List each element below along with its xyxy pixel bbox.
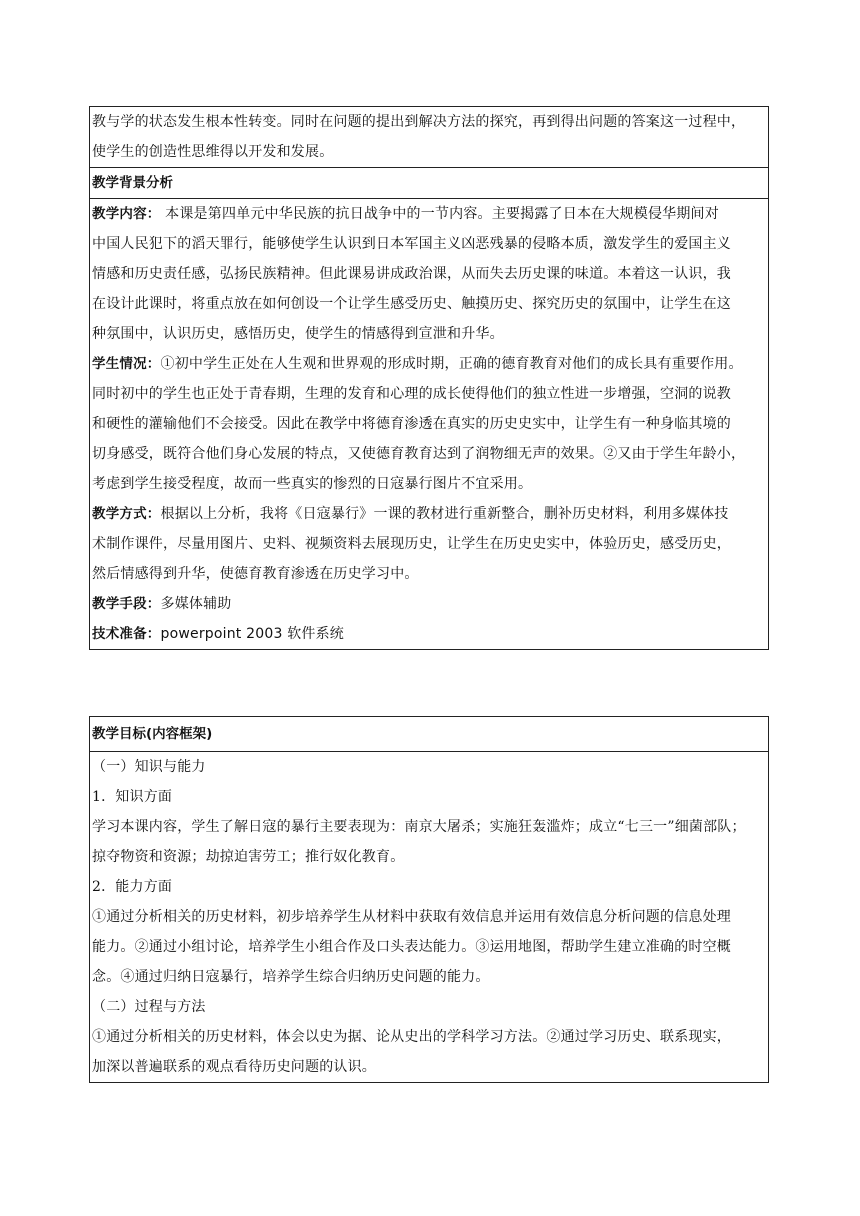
teaching-background-table	[89, 106, 769, 650]
means-label: 教学手段：	[92, 596, 161, 612]
students-line: 同时初中的学生也正处于青春期，生理的发育和心理的成长使得他们的独立性进一步增强，空洞的说教	[92, 386, 731, 402]
content-line: 种氛围中，认识历史，感悟历史，使学生的情感得到宣泄和升华。	[92, 326, 504, 342]
ability-line: 念。④通过归纳日寇暴行，培养学生综合归纳历史问题的能力。	[92, 969, 490, 985]
knowledge-title: 1．知识方面	[92, 789, 173, 805]
continuation-line: 教与学的状态发生根本性转变。同时在问题的提出到解决方法的探究，再到得出问题的答案这一过程中，	[92, 114, 746, 130]
content-paragraph	[92, 199, 766, 229]
content-line: 在设计此课时，将重点放在如何创设一个让学生感受历史、触摸历史、探究历史的氛围中，让学生在这	[92, 296, 731, 312]
knowledge-line: 学习本课内容，学生了解日寇的暴行主要表现为：南京大屠杀；实施狂轰滥炸；成立“七三一”细菌部队；	[92, 819, 746, 835]
background-heading: 教学背景分析	[92, 175, 173, 191]
background-heading-cell	[90, 168, 768, 199]
ability-title: 2．能力方面	[92, 879, 173, 895]
ability-line: 能力。②通过小组讨论，培养学生小组合作及口头表达能力。③运用地图，帮助学生建立准确的时空概	[92, 939, 731, 955]
students-paragraph	[92, 349, 766, 379]
method-label: 教学方式：	[92, 506, 161, 522]
method-paragraph	[92, 499, 766, 529]
content-line: 本课是第四单元中华民族的抗日战争中的一节内容。主要揭露了日本在大规模侵华期间对	[160, 206, 719, 222]
objectives-heading-cell	[90, 717, 768, 752]
teaching-objectives-table	[89, 716, 769, 1083]
students-line: 切身感受，既符合他们身心发展的特点，又使德育教育达到了润物细无声的效果。②又由于学生年龄小，	[92, 446, 746, 462]
continuation-cell	[90, 107, 768, 168]
means-paragraph	[92, 589, 766, 619]
students-line: 和硬性的灌输他们不会接受。因此在教学中将德育渗透在真实的历史史实中，让学生有一种身临其境的	[92, 416, 731, 432]
part2-title: （二）过程与方法	[92, 999, 206, 1015]
knowledge-line: 掠夺物资和资源；劫掠迫害劳工；推行奴化教育。	[92, 849, 405, 865]
process-line: ①通过分析相关的历史材料，体会以史为据、论从史出的学科学习方法。②通过学习历史、联系现实，	[92, 1029, 731, 1045]
tech-label: 技术准备：	[92, 626, 161, 642]
students-label: 学生情况：	[92, 356, 161, 372]
objectives-heading: 教学目标(内容框架)	[92, 726, 213, 742]
content-line: 中国人民犯下的滔天罪行，能够使学生认识到日本军国主义凶恶残暴的侵略本质，激发学生的爱国主义	[92, 236, 731, 252]
students-line: 考虑到学生接受程度，故而一些真实的惨烈的日寇暴行图片不宜采用。	[92, 476, 533, 492]
background-body-cell	[90, 199, 768, 649]
tech-paragraph	[92, 619, 766, 649]
method-line: 根据以上分析，我将《日寇暴行》一课的教材进行重新整合，删补历史材料，利用多媒体技	[160, 506, 729, 522]
process-line: 加深以普遍联系的观点看待历史问题的认识。	[92, 1059, 376, 1075]
objectives-body-cell	[90, 752, 768, 1082]
method-line: 然后情感得到升华，使德育教育渗透在历史学习中。	[92, 566, 419, 582]
part1-title: （一）知识与能力	[92, 759, 206, 775]
content-label: 教学内容：	[92, 206, 161, 222]
ability-line: ①通过分析相关的历史材料，初步培养学生从材料中获取有效信息并运用有效信息分析问题的信息处理	[92, 909, 731, 925]
content-line: 情感和历史责任感，弘扬民族精神。但此课易讲成政治课，从而失去历史课的味道。本着这一认识，我	[92, 266, 731, 282]
means-text: 多媒体辅助	[160, 596, 232, 612]
students-line: ①初中学生正处在人生观和世界观的形成时期，正确的德育教育对他们的成长具有重要作用。	[160, 356, 743, 372]
method-line: 术制作课件，尽量用图片、史料、视频资料去展现历史，让学生在历史史实中，体验历史，感受历史，	[92, 536, 731, 552]
tech-text: powerpoint 2003 软件系统	[160, 626, 345, 642]
continuation-line: 使学生的创造性思维得以开发和发展。	[92, 144, 334, 160]
